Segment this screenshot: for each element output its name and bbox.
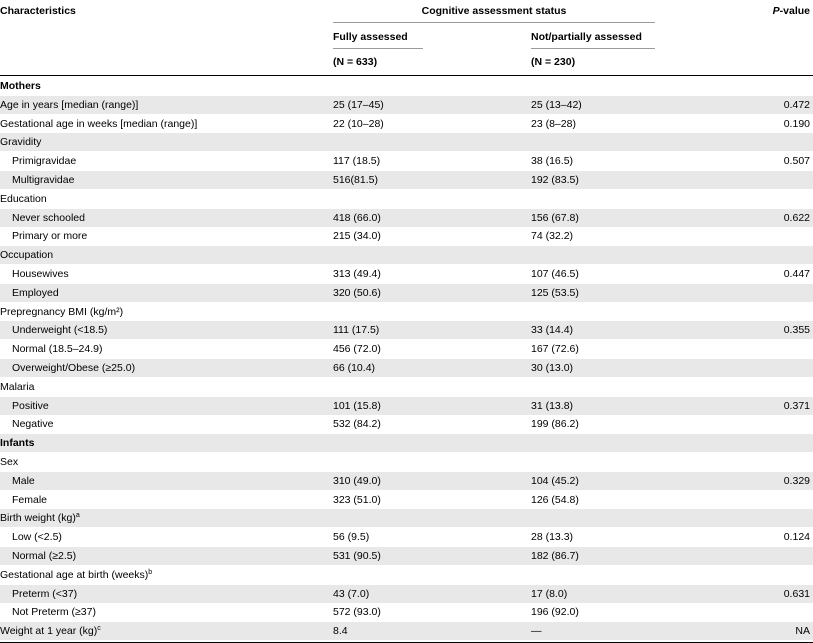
not-assessed-cell	[531, 133, 721, 151]
not-assessed-cell	[531, 227, 721, 245]
not-assessed-cell	[531, 415, 721, 433]
pvalue-cell-text: 0.124	[783, 531, 810, 544]
fully-assessed-cell	[333, 603, 523, 621]
row-label	[0, 190, 330, 208]
table-row	[0, 397, 813, 415]
group-row	[0, 453, 813, 471]
fully-assessed-cell	[333, 622, 523, 640]
not-assessed-cell-text: 156 (67.8)	[531, 211, 579, 224]
row-label-text: Occupation	[0, 249, 54, 262]
row-label-text: Gestational age in weeks [median (range)]	[0, 117, 198, 130]
fully-assessed-cell	[333, 246, 523, 264]
table-row	[0, 359, 813, 377]
pvalue-cell	[720, 303, 810, 321]
not-assessed-cell	[531, 152, 721, 170]
pvalue-cell	[720, 603, 810, 621]
fully-assessed-cell	[333, 190, 523, 208]
group-row	[0, 378, 813, 396]
row-label-text: Never schooled	[12, 211, 85, 224]
pvalue-cell	[720, 566, 810, 584]
row-label-text: Birth weight (kg)	[0, 512, 76, 525]
fully-assessed-cell	[333, 115, 523, 133]
pvalue-cell	[720, 77, 810, 95]
not-assessed-cell-text: 167 (72.6)	[531, 343, 579, 356]
table-row	[0, 547, 813, 565]
not-assessed-cell	[531, 509, 721, 527]
table-row	[0, 528, 813, 546]
not-assessed-cell-text: 74 (32.2)	[531, 230, 574, 243]
fully-assessed-cell	[333, 491, 523, 509]
table-row	[0, 321, 813, 339]
pvalue-cell	[720, 190, 810, 208]
group-row	[0, 190, 813, 208]
header-pvalue	[773, 4, 810, 18]
not-assessed-cell	[531, 303, 721, 321]
pvalue-cell	[720, 622, 810, 640]
row-label	[12, 265, 342, 283]
fully-assessed-cell-text: 215 (34.0)	[333, 230, 381, 243]
not-assessed-cell-text: 25 (13–42)	[531, 98, 582, 111]
row-label-text: Multigravidae	[12, 174, 75, 186]
not-assessed-cell	[531, 190, 721, 208]
row-label-text: Preterm (<37)	[12, 587, 78, 600]
row-label-text: Positive	[12, 399, 49, 412]
table-row	[0, 152, 813, 170]
row-label	[12, 547, 342, 565]
row-label	[0, 246, 330, 264]
fully-assessed-cell-text: 56 (9.5)	[333, 531, 370, 544]
not-assessed-cell	[531, 340, 721, 358]
header-pvalue-rest: -value	[779, 5, 810, 17]
fully-assessed-cell	[333, 359, 523, 377]
not-assessed-cell-text: 104 (45.2)	[531, 474, 579, 487]
row-label-text: Gravidity	[0, 136, 42, 149]
row-label	[12, 284, 342, 302]
fully-assessed-cell	[333, 509, 523, 527]
row-label	[12, 472, 342, 490]
not-assessed-cell	[531, 566, 721, 584]
table-row	[0, 209, 813, 227]
fully-assessed-cell-text: 111 (17.5)	[333, 324, 380, 337]
table-row	[0, 227, 813, 245]
pvalue-cell	[720, 491, 810, 509]
not-assessed-cell-text: 23 (8–28)	[531, 117, 576, 130]
row-label	[0, 453, 330, 471]
row-label-text: Infants	[0, 437, 35, 450]
header-col2-n: (N = 230)	[531, 56, 576, 68]
not-assessed-cell	[531, 491, 721, 509]
pvalue-cell-text: 0.190	[783, 117, 810, 130]
pvalue-cell	[720, 284, 810, 302]
not-assessed-cell-text: 107 (46.5)	[531, 268, 579, 280]
pvalue-cell	[720, 321, 810, 339]
not-assessed-cell-text: 182 (86.7)	[531, 550, 579, 562]
pvalue-cell	[720, 547, 810, 565]
fully-assessed-cell-text: 310 (49.0)	[333, 474, 381, 487]
fully-assessed-cell	[333, 547, 523, 565]
fully-assessed-cell-text: 572 (93.0)	[333, 606, 381, 619]
row-label-text: Mothers	[0, 80, 41, 92]
table-row	[0, 603, 813, 621]
row-label-text: Sex	[0, 456, 19, 468]
fully-assessed-cell-text: 516(81.5)	[333, 174, 378, 186]
fully-assessed-cell	[333, 303, 523, 321]
pvalue-cell-text: 0.355	[783, 324, 810, 337]
pvalue-cell-text: NA	[795, 625, 810, 638]
group-row	[0, 509, 813, 527]
group-row	[0, 303, 813, 321]
pvalue-cell	[720, 152, 810, 170]
fully-assessed-cell-text: 456 (72.0)	[333, 343, 381, 356]
pvalue-cell	[720, 585, 810, 603]
not-assessed-cell	[531, 603, 721, 621]
row-label-text: Female	[12, 493, 48, 506]
not-assessed-cell	[531, 115, 721, 133]
fully-assessed-cell-text: 25 (17–45)	[333, 98, 384, 111]
header-pvalue-italic: P	[772, 5, 780, 17]
row-label	[0, 96, 330, 114]
table-row	[0, 340, 813, 358]
row-label	[12, 528, 342, 546]
header-col1-label: Fully assessed	[333, 31, 408, 43]
fully-assessed-cell	[333, 209, 523, 227]
fully-assessed-cell	[333, 96, 523, 114]
not-assessed-cell	[531, 472, 721, 490]
fully-assessed-cell-text: 320 (50.6)	[333, 286, 381, 299]
footnote-marker: a	[75, 512, 80, 520]
not-assessed-cell	[531, 265, 721, 283]
row-label-text: Not Preterm (≥37)	[12, 606, 96, 619]
pvalue-cell	[720, 227, 810, 245]
pvalue-cell-text: 0.622	[783, 211, 810, 224]
col2-underline	[531, 48, 655, 49]
row-label	[12, 171, 342, 189]
table-row	[0, 171, 813, 189]
footnote-marker: c	[97, 625, 101, 633]
row-label	[0, 378, 330, 396]
not-assessed-cell-text: 31 (13.8)	[531, 399, 574, 412]
not-assessed-cell-text: 38 (16.5)	[531, 155, 574, 168]
row-label-text: Normal (≥2.5)	[12, 550, 77, 562]
pvalue-cell-text: 0.329	[783, 474, 810, 487]
row-label	[0, 115, 330, 133]
pvalue-cell	[720, 171, 810, 189]
table-row	[0, 585, 813, 603]
row-label-text: Normal (18.5–24.9)	[12, 343, 103, 356]
fully-assessed-cell	[333, 321, 523, 339]
row-label	[12, 340, 342, 358]
header-characteristics: Characteristics	[0, 5, 76, 17]
row-label-text: Low (<2.5)	[12, 531, 62, 544]
row-label-text: Negative	[12, 418, 54, 431]
pvalue-cell-text: 0.631	[783, 587, 810, 600]
fully-assessed-cell	[333, 77, 523, 95]
pvalue-cell	[720, 96, 810, 114]
fully-assessed-cell-text: 532 (84.2)	[333, 418, 381, 431]
table-row	[0, 284, 813, 302]
fully-assessed-cell-text: 531 (90.5)	[333, 550, 381, 562]
row-label	[0, 133, 330, 151]
not-assessed-cell	[531, 359, 721, 377]
table-row	[0, 472, 813, 490]
fully-assessed-cell	[333, 415, 523, 433]
fully-assessed-cell	[333, 453, 523, 471]
pvalue-cell-text: 0.447	[783, 268, 810, 280]
not-assessed-cell-text: 30 (13.0)	[531, 362, 574, 374]
row-label	[0, 303, 330, 321]
pvalue-cell	[720, 415, 810, 433]
group-row	[0, 566, 813, 584]
not-assessed-cell	[531, 453, 721, 471]
not-assessed-cell	[531, 528, 721, 546]
fully-assessed-cell	[333, 378, 523, 396]
row-label	[0, 434, 330, 452]
fully-assessed-cell	[333, 265, 523, 283]
pvalue-cell	[720, 397, 810, 415]
row-label-text: Housewives	[12, 268, 69, 280]
row-label-text: Overweight/Obese (≥25.0)	[12, 362, 136, 374]
group-underline	[333, 22, 655, 23]
not-assessed-cell	[531, 284, 721, 302]
row-label-text: Malaria	[0, 380, 35, 393]
table-row	[0, 415, 813, 433]
fully-assessed-cell-text: 22 (10–28)	[333, 117, 384, 130]
fully-assessed-cell-text: 66 (10.4)	[333, 362, 376, 374]
section-row	[0, 434, 813, 452]
fully-assessed-cell-text: 323 (51.0)	[333, 493, 381, 506]
not-assessed-cell-text: 125 (53.5)	[531, 286, 579, 299]
not-assessed-cell	[531, 209, 721, 227]
row-label	[12, 603, 342, 621]
not-assessed-cell	[531, 246, 721, 264]
row-label-text: Weight at 1 year (kg)	[0, 625, 98, 638]
not-assessed-cell	[531, 397, 721, 415]
table-row	[0, 115, 813, 133]
pvalue-cell	[720, 340, 810, 358]
pvalue-cell	[720, 378, 810, 396]
row-label-text: Underweight (<18.5)	[12, 324, 108, 337]
fully-assessed-cell-text: 313 (49.4)	[333, 268, 381, 280]
row-label-text: Male	[12, 474, 35, 487]
pvalue-cell-text: 0.371	[783, 399, 810, 412]
row-label-text: Age in years [median (range)]	[0, 98, 139, 111]
not-assessed-cell	[531, 622, 721, 640]
fully-assessed-cell-text: 8.4	[333, 625, 348, 638]
col1-underline	[333, 48, 423, 49]
row-label	[12, 321, 342, 339]
fully-assessed-cell-text: 43 (7.0)	[333, 587, 370, 600]
table-row	[0, 96, 813, 114]
row-label	[0, 566, 330, 584]
pvalue-cell	[720, 359, 810, 377]
fully-assessed-cell	[333, 284, 523, 302]
not-assessed-cell-text: 28 (13.3)	[531, 531, 574, 544]
row-label-text: Primigravidae	[12, 155, 77, 168]
not-assessed-cell-text: 196 (92.0)	[531, 606, 579, 619]
row-label	[12, 152, 342, 170]
not-assessed-cell-text: 126 (54.8)	[531, 493, 579, 506]
fully-assessed-cell	[333, 434, 523, 452]
row-label	[12, 585, 342, 603]
fully-assessed-cell	[333, 152, 523, 170]
not-assessed-cell	[531, 547, 721, 565]
fully-assessed-cell	[333, 566, 523, 584]
row-label	[12, 415, 342, 433]
not-assessed-cell-text: 17 (8.0)	[531, 587, 568, 600]
fully-assessed-cell-text: 117 (18.5)	[333, 155, 381, 168]
footnote-marker: b	[148, 568, 153, 576]
header-rule	[0, 75, 813, 76]
pvalue-cell	[720, 265, 810, 283]
not-assessed-cell	[531, 378, 721, 396]
row-label	[0, 622, 330, 640]
pvalue-cell-text: 0.472	[783, 98, 810, 111]
pvalue-cell	[720, 115, 810, 133]
fully-assessed-cell	[333, 397, 523, 415]
row-label	[0, 77, 330, 95]
pvalue-cell	[720, 209, 810, 227]
pvalue-cell	[720, 246, 810, 264]
pvalue-cell	[720, 472, 810, 490]
pvalue-cell	[720, 133, 810, 151]
not-assessed-cell-text: 33 (14.4)	[531, 324, 574, 337]
not-assessed-cell-text: 192 (83.5)	[531, 174, 579, 186]
row-label-text: Gestational age at birth (weeks)	[0, 568, 149, 581]
fully-assessed-cell-text: 101 (15.8)	[333, 399, 381, 412]
row-label	[0, 509, 330, 527]
pvalue-cell-text: 0.507	[783, 155, 810, 168]
pvalue-cell	[720, 509, 810, 527]
table-row	[0, 622, 813, 640]
fully-assessed-cell	[333, 133, 523, 151]
row-label	[12, 491, 342, 509]
header-col2-label: Not/partially assessed	[531, 31, 642, 43]
row-label-text: Employed	[12, 286, 59, 299]
not-assessed-cell	[531, 434, 721, 452]
not-assessed-cell-text: 199 (86.2)	[531, 418, 579, 431]
row-label	[12, 397, 342, 415]
fully-assessed-cell	[333, 585, 523, 603]
not-assessed-cell	[531, 96, 721, 114]
not-assessed-cell-text: —	[531, 625, 542, 638]
fully-assessed-cell	[333, 171, 523, 189]
table-row	[0, 265, 813, 283]
header-col1-n: (N = 633)	[333, 56, 378, 68]
pvalue-cell	[720, 453, 810, 471]
row-label	[12, 227, 342, 245]
row-label-text: Prepregnancy BMI (kg/m²)	[0, 305, 124, 318]
fully-assessed-cell	[333, 227, 523, 245]
header-group-title: Cognitive assessment status	[421, 5, 567, 17]
section-row	[0, 77, 813, 95]
row-label	[12, 209, 342, 227]
pvalue-cell	[720, 434, 810, 452]
fully-assessed-cell	[333, 340, 523, 358]
row-label-text: Primary or more	[12, 230, 88, 243]
row-label-text: Education	[0, 192, 47, 205]
not-assessed-cell	[531, 77, 721, 95]
not-assessed-cell	[531, 585, 721, 603]
fully-assessed-cell	[333, 472, 523, 490]
fully-assessed-cell	[333, 528, 523, 546]
group-row	[0, 133, 813, 151]
not-assessed-cell	[531, 171, 721, 189]
pvalue-cell	[720, 528, 810, 546]
fully-assessed-cell-text: 418 (66.0)	[333, 211, 381, 224]
row-label	[12, 359, 342, 377]
group-row	[0, 246, 813, 264]
table-row	[0, 491, 813, 509]
not-assessed-cell	[531, 321, 721, 339]
